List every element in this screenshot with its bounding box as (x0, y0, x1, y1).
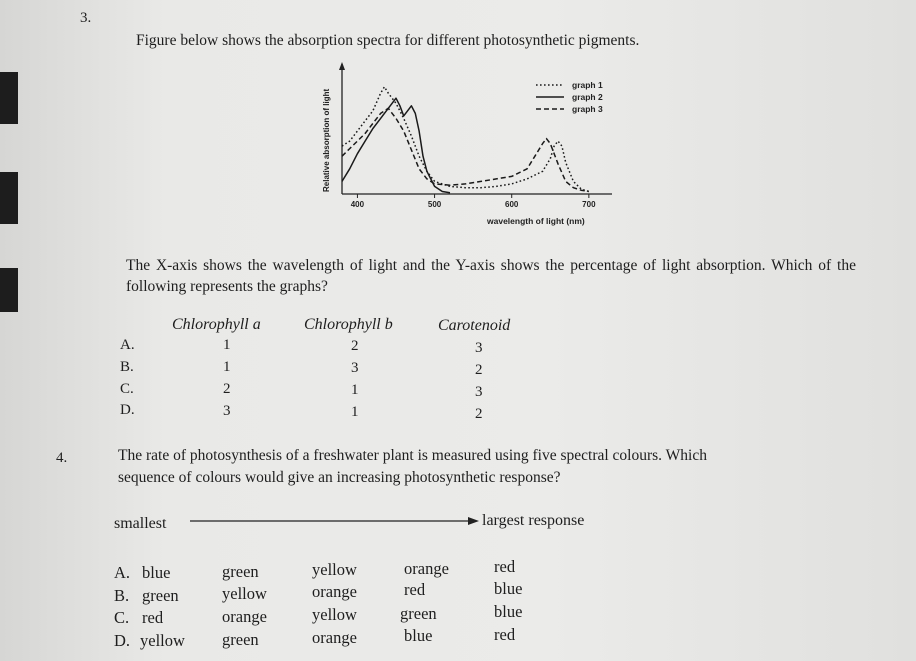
q4-option-a-colour-4: orange (404, 559, 449, 578)
question-4-number: 4. (56, 450, 68, 466)
chart-x-tick-label: 400 (350, 200, 365, 209)
option-c-carotenoid: 3 (475, 384, 483, 400)
q4-option-b-colour-1: green (142, 586, 179, 605)
option-b-carotenoid: 2 (475, 362, 483, 378)
q4-option-d-letter[interactable]: D. (114, 631, 131, 650)
absorption-spectra-chart (310, 60, 630, 230)
q4-option-a-letter[interactable]: A. (114, 563, 131, 582)
option-b-chlorophyll-a: 1 (223, 359, 231, 375)
option-d-chlorophyll-b: 1 (351, 404, 359, 420)
q4-option-c-colour-2: orange (222, 607, 267, 626)
scale-largest-label: largest response (482, 512, 585, 529)
question-3-number: 3. (80, 10, 92, 26)
scale-smallest-label: smallest (114, 515, 167, 532)
q4-option-c-colour-1: red (142, 608, 164, 627)
chart-x-tick-label: 600 (505, 200, 519, 209)
question-4-prompt-line-2: sequence of colours would give an increasing photosynthetic response? (118, 469, 561, 486)
chart-series-line-2 (342, 98, 450, 193)
option-a-letter[interactable]: A. (120, 337, 135, 353)
table-header-chlorophyll-a: Chlorophyll a (172, 316, 261, 333)
q4-option-b-colour-4: red (404, 580, 426, 599)
option-a-carotenoid: 3 (475, 340, 483, 356)
binder-tab-top (0, 72, 18, 124)
chart-x-axis-label: wavelength of light (nm) (487, 216, 585, 226)
table-header-carotenoid: Carotenoid (438, 317, 511, 334)
option-d-letter[interactable]: D. (120, 402, 135, 418)
q4-option-c-colour-5: blue (494, 602, 523, 621)
q4-option-d-colour-1: yellow (140, 631, 185, 650)
option-c-letter[interactable]: C. (120, 381, 134, 397)
chart-series (342, 87, 589, 193)
q4-option-a-colour-2: green (222, 562, 259, 581)
q4-option-b-colour-3: orange (312, 582, 357, 601)
option-d-carotenoid: 2 (475, 406, 483, 422)
chart-y-axis-arrow (339, 62, 345, 70)
q4-option-d-colour-4: blue (404, 626, 433, 645)
option-c-chlorophyll-a: 2 (223, 381, 231, 397)
option-b-letter[interactable]: B. (120, 359, 134, 375)
binder-tab-middle (0, 172, 18, 224)
q4-option-b-colour-5: blue (494, 579, 523, 598)
chart-legend (536, 80, 603, 114)
chart-tick-labels (351, 194, 596, 209)
scale-arrow (190, 515, 480, 527)
q4-option-a-colour-5: red (494, 557, 516, 576)
chart-y-axis-label: Relative absorption of light (322, 88, 331, 192)
q4-option-d-colour-3: orange (312, 628, 357, 647)
option-a-chlorophyll-b: 2 (351, 338, 359, 354)
legend-label-2: graph 2 (572, 92, 603, 102)
question-3-explanation: The X-axis shows the wavelength of light and the Y-axis shows the percentage of light absorption. Which of the following represents the graphs? (126, 257, 856, 295)
legend-label-3: graph 3 (572, 104, 603, 114)
q4-option-b-letter[interactable]: B. (114, 586, 130, 605)
option-d-chlorophyll-a: 3 (223, 403, 231, 419)
q4-option-c-colour-4: green (400, 604, 437, 623)
q4-option-b-colour-2: yellow (222, 584, 267, 603)
q4-option-d-colour-5: red (494, 625, 516, 644)
chart-x-tick-label: 700 (582, 200, 596, 209)
chart-x-tick-label: 500 (427, 200, 442, 209)
q4-option-a-colour-1: blue (142, 563, 171, 582)
table-header-chlorophyll-b: Chlorophyll b (304, 316, 393, 333)
q4-option-c-letter[interactable]: C. (114, 608, 130, 627)
q4-option-d-colour-2: green (222, 630, 259, 649)
option-b-chlorophyll-b: 3 (351, 360, 359, 376)
q4-option-a-colour-3: yellow (312, 560, 357, 579)
question-3-prompt: Figure below shows the absorption spectra for different photosynthetic pigments. (136, 32, 640, 49)
binder-tab-lower (0, 268, 18, 312)
question-4-prompt-line-1: The rate of photosynthesis of a freshwater plant is measured using five spectral colours. Which (118, 447, 707, 464)
q4-option-c-colour-3: yellow (312, 605, 357, 624)
option-c-chlorophyll-b: 1 (351, 382, 359, 398)
option-a-chlorophyll-a: 1 (223, 337, 231, 353)
chart-series-line-1 (342, 87, 589, 192)
legend-label-1: graph 1 (572, 80, 603, 90)
